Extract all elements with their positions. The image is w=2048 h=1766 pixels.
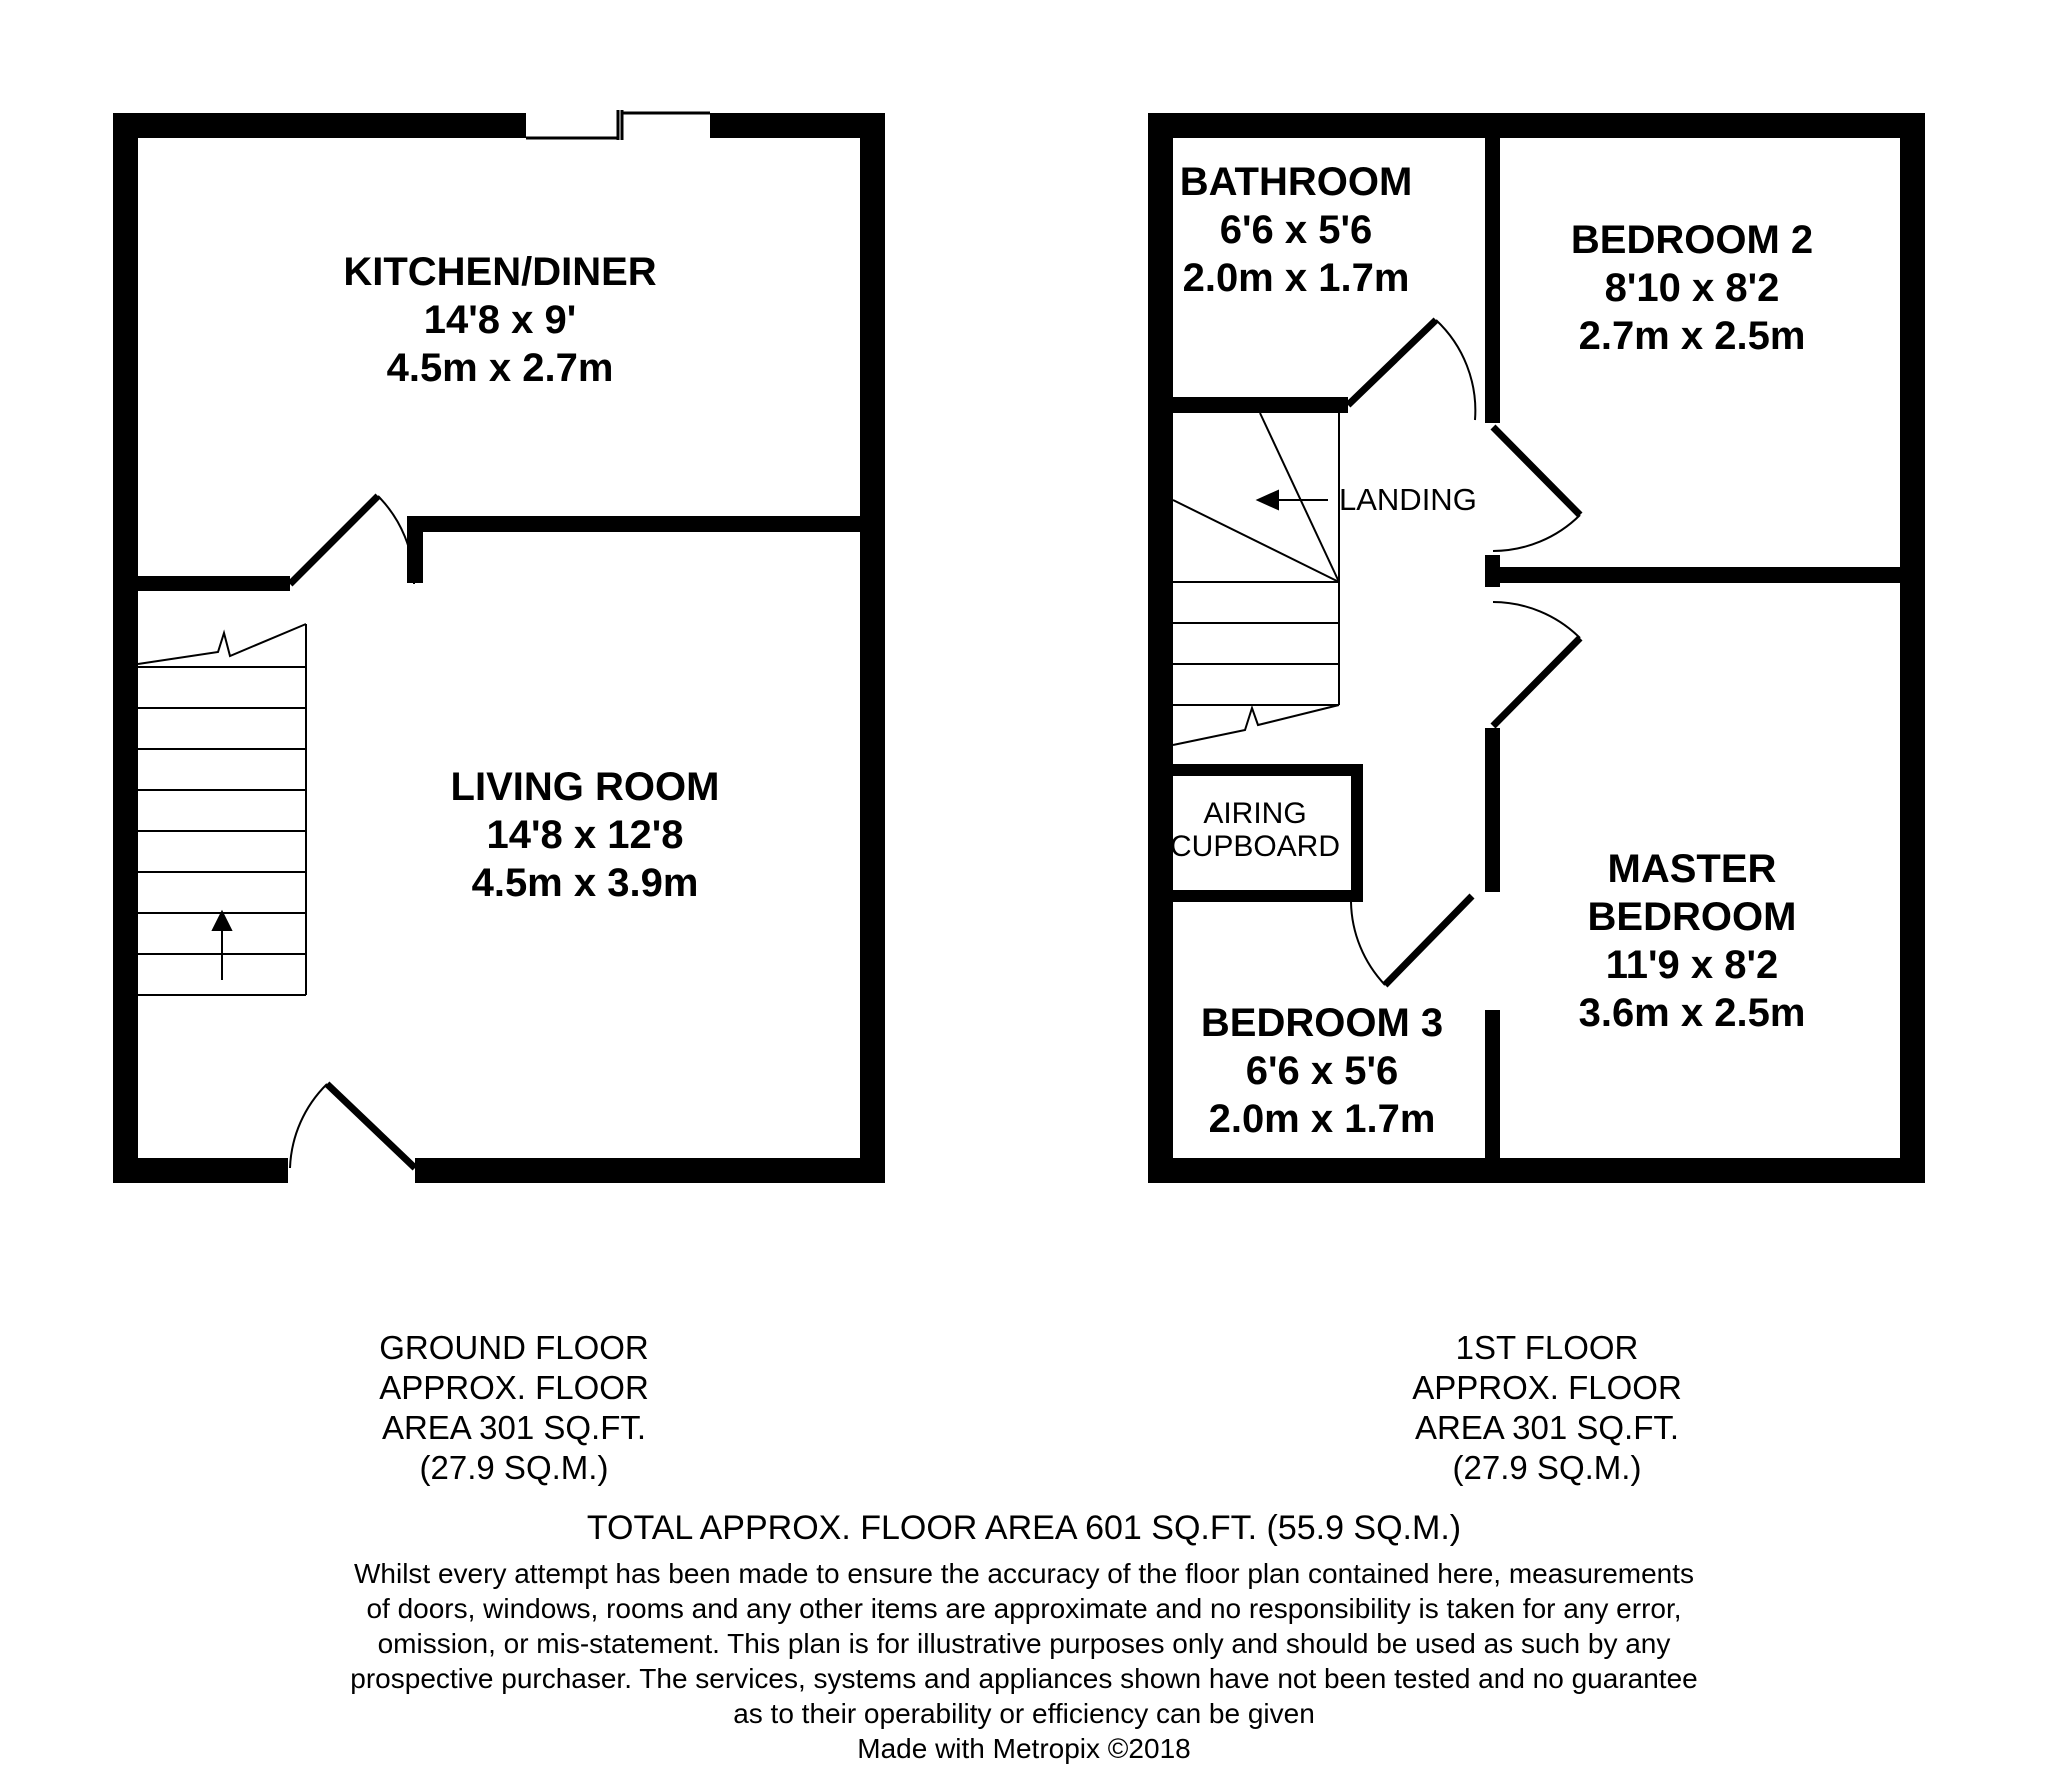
- room-imperial: 14'8 x 9': [423, 298, 577, 342]
- airing-cupboard-line-2: CUPBOARD: [1169, 830, 1341, 863]
- summary-line: (27.9 SQ.M.): [419, 1449, 609, 1486]
- bedroom-3-door: [1351, 896, 1472, 985]
- first-staircase: [1173, 413, 1339, 745]
- room-name: BATHROOM: [1179, 160, 1413, 204]
- room-metric: 2.0m x 1.7m: [1208, 1097, 1436, 1141]
- room-name-line-1: MASTER: [1607, 847, 1777, 891]
- room-imperial: 11'9 x 8'2: [1605, 943, 1779, 987]
- airing-cupboard-line-1: AIRING: [1203, 797, 1307, 830]
- master-bedroom-door: [1493, 602, 1580, 726]
- room-metric: 3.6m x 2.5m: [1578, 991, 1806, 1035]
- room-name: BEDROOM 2: [1570, 218, 1814, 262]
- summary-line: AREA 301 SQ.FT.: [1414, 1409, 1680, 1446]
- total-floor-area: TOTAL APPROX. FLOOR AREA 601 SQ.FT. (55.9 SQ.M.): [586, 1509, 1462, 1547]
- room-metric: 4.5m x 2.7m: [386, 346, 614, 390]
- room-metric: 2.0m x 1.7m: [1182, 256, 1410, 300]
- room-imperial: 8'10 x 8'2: [1604, 266, 1780, 310]
- room-kitchen-diner: [343, 250, 656, 390]
- room-metric: 4.5m x 3.9m: [471, 861, 699, 905]
- summary-line: (27.9 SQ.M.): [1452, 1449, 1642, 1486]
- disclaimer: [244, 1556, 1804, 1766]
- room-metric: 2.7m x 2.5m: [1578, 314, 1806, 358]
- summary-line: APPROX. FLOOR: [379, 1369, 649, 1406]
- ground-floor-summary: [254, 1328, 774, 1488]
- room-name-line-2: BEDROOM: [1587, 895, 1797, 939]
- airing-cupboard: [1170, 797, 1340, 863]
- room-bathroom: [1180, 160, 1413, 300]
- summary-line: 1ST FLOOR: [1455, 1329, 1639, 1366]
- kitchen-door: [290, 496, 414, 584]
- disclaimer-line: as to their operability or efficiency can be given: [733, 1698, 1315, 1729]
- summary-line: APPROX. FLOOR: [1412, 1369, 1682, 1406]
- room-bedroom-3: [1201, 1001, 1443, 1141]
- room-imperial: 6'6 x 5'6: [1219, 208, 1373, 252]
- kitchen-window: [526, 110, 710, 140]
- bedroom-2-door: [1493, 427, 1580, 551]
- ground-floor-plan: [113, 110, 885, 1183]
- disclaimer-line: omission, or mis-statement. This plan is for illustrative purposes only and should be used as such by any: [377, 1628, 1671, 1659]
- disclaimer-line: Whilst every attempt has been made to ensure the accuracy of the floor plan contained here, measurements: [353, 1558, 1695, 1589]
- room-name: LIVING ROOM: [450, 765, 720, 809]
- summary-line: AREA 301 SQ.FT.: [381, 1409, 647, 1446]
- room-master-bedroom: [1579, 847, 1806, 1035]
- disclaimer-line: of doors, windows, rooms and any other items are approximate and no responsibility is taken for any error,: [366, 1593, 1682, 1624]
- room-bedroom-2: [1571, 218, 1813, 358]
- first-floor-summary: [1287, 1328, 1807, 1488]
- landing-label: LANDING: [1339, 482, 1477, 517]
- room-name: KITCHEN/DINER: [343, 250, 657, 294]
- credit-line: Made with Metropix ©2018: [857, 1733, 1191, 1764]
- room-imperial: 14'8 x 12'8: [486, 813, 684, 857]
- room-living-room: [451, 765, 720, 905]
- ground-staircase: [138, 624, 306, 995]
- room-name: BEDROOM 3: [1200, 1001, 1444, 1045]
- front-door: [290, 1084, 415, 1168]
- summary-line: GROUND FLOOR: [379, 1329, 649, 1366]
- disclaimer-line: prospective purchaser. The services, systems and appliances shown have not been tested and no guarantee: [350, 1663, 1698, 1694]
- bathroom-door: [1348, 320, 1475, 420]
- first-floor-plan: [1148, 113, 1925, 1183]
- room-imperial: 6'6 x 5'6: [1245, 1049, 1399, 1093]
